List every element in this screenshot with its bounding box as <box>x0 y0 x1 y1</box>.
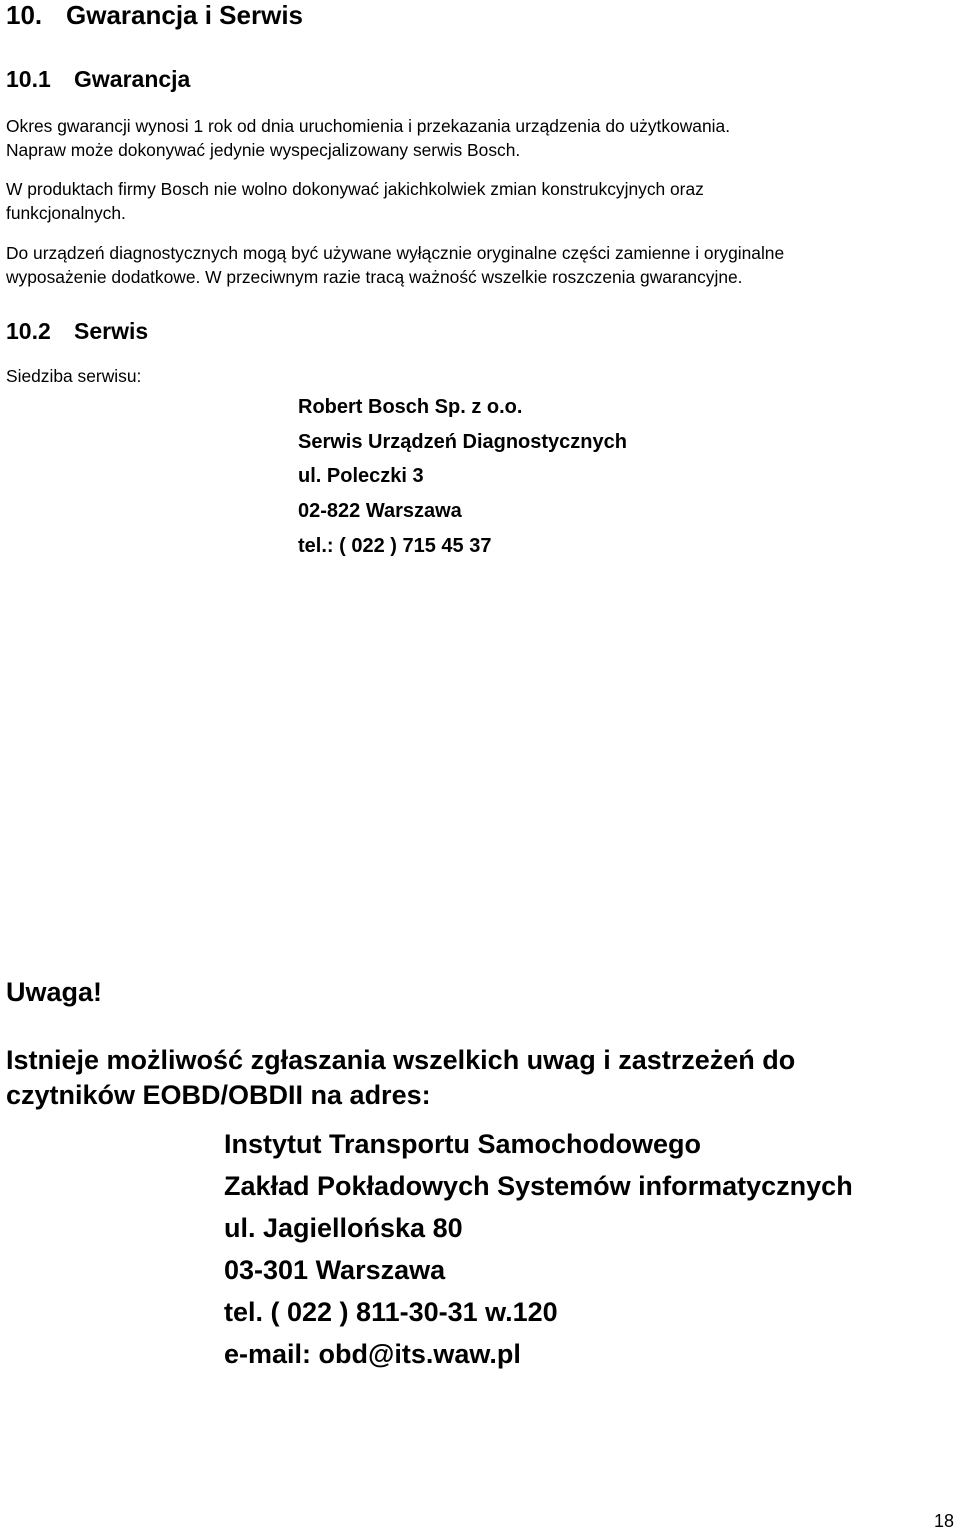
service-address-line: Serwis Urządzeń Diagnostycznych <box>298 431 627 453</box>
paragraph-line: wyposażenie dodatkowe. W przeciwnym razie tracą ważność wszelkie roszczenia gwarancyjne. <box>6 267 743 287</box>
notice-text-line: Istnieje możliwość zgłaszania wszelkich uwag i zastrzeżeń do <box>6 1045 796 1075</box>
notice-heading: Uwaga! <box>6 977 103 1007</box>
paragraph-line: funkcjonalnych. <box>6 203 126 223</box>
notice-email: e-mail: obd@its.waw.pl <box>224 1339 521 1369</box>
paragraph-line: Napraw może dokonywać jedynie wyspecjalizowany serwis Bosch. <box>6 140 521 160</box>
subsection-number: 10.1 <box>6 66 51 92</box>
notice-address-line: Instytut Transportu Samochodowego <box>224 1129 702 1159</box>
paragraph-line: Do urządzeń diagnostycznych mogą być używane wyłącznie oryginalne części zamienne i oryginalne <box>6 243 785 263</box>
section-heading <box>6 0 303 31</box>
subsection-heading-warranty <box>6 66 190 93</box>
service-address-line: 02-822 Warszawa <box>298 500 462 522</box>
service-address-line: ul. Poleczki 3 <box>298 465 424 487</box>
notice-address-line: 03-301 Warszawa <box>224 1255 446 1285</box>
page-number: 18 <box>934 1511 955 1531</box>
paragraph-line: W produktach firmy Bosch nie wolno dokonywać jakichkolwiek zmian konstrukcyjnych oraz <box>6 179 704 199</box>
notice-address-line: ul. Jagiellońska 80 <box>224 1213 463 1243</box>
subsection-title: Gwarancja <box>74 66 191 92</box>
notice-text-line: czytników EOBD/OBDII na adres: <box>6 1080 431 1110</box>
paragraph-line: Okres gwarancji wynosi 1 rok od dnia uruchomienia i przekazania urządzenia do użytkowania. <box>6 116 731 136</box>
notice-address-line: Zakład Pokładowych Systemów informatycznych <box>224 1171 853 1201</box>
service-address-line: Robert Bosch Sp. z o.o. <box>298 396 523 418</box>
service-location-label: Siedziba serwisu: <box>6 366 142 386</box>
section-number: 10. <box>6 0 43 30</box>
subsection-number: 10.2 <box>6 318 51 344</box>
service-phone: tel.: ( 022 ) 715 45 37 <box>298 535 492 557</box>
notice-phone: tel. ( 022 ) 811-30-31 w.120 <box>224 1297 558 1327</box>
subsection-title: Serwis <box>74 318 149 344</box>
section-title: Gwarancja i Serwis <box>66 0 304 30</box>
subsection-heading-service <box>6 318 148 345</box>
